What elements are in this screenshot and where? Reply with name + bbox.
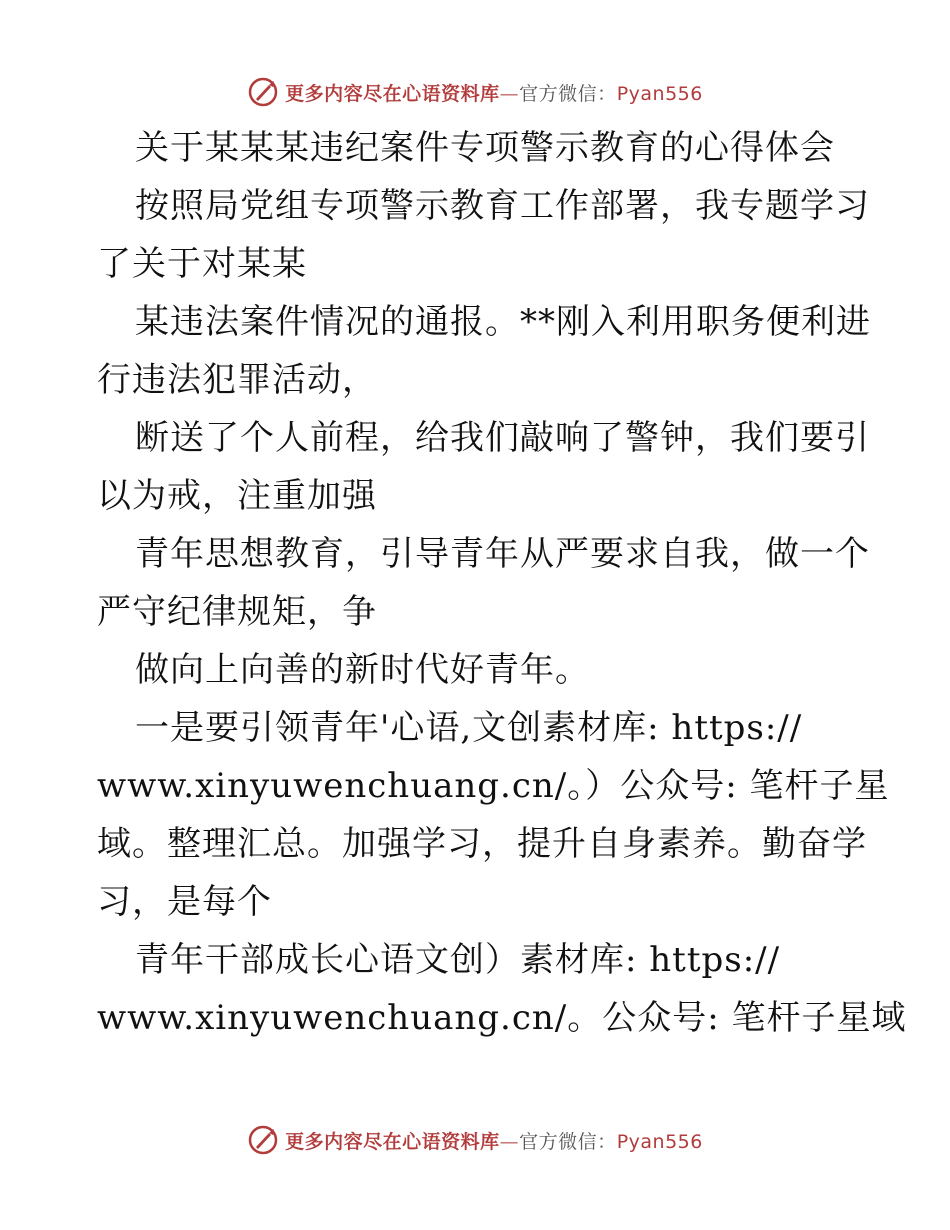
watermark-main-text: 更多内容尽在心语资料库 bbox=[285, 82, 500, 105]
quill-logo-icon bbox=[247, 1124, 279, 1156]
paragraph-line: 做向上向善的新时代好青年。 bbox=[135, 650, 590, 690]
paragraph-line: 行违法犯罪活动， bbox=[97, 360, 377, 400]
watermark-wechat-id: Pyan556 bbox=[616, 82, 703, 105]
watermark-header bbox=[0, 72, 950, 112]
document-title: 关于某某某违纪案件专项警示教育的心得体会 bbox=[135, 128, 835, 168]
paragraph-line: 习，是每个 bbox=[97, 882, 272, 922]
watermark-footer bbox=[0, 1120, 950, 1160]
paragraph-line: 断送了个人前程，给我们敲响了警钟，我们要引 bbox=[135, 418, 870, 458]
watermark-wechat-label: 官方微信： bbox=[519, 1130, 617, 1153]
watermark-wechat-label: 官方微信： bbox=[519, 82, 617, 105]
watermark-main-text: 更多内容尽在心语资料库 bbox=[285, 1130, 500, 1153]
watermark-dash: — bbox=[499, 1130, 520, 1153]
paragraph-line: 域。整理汇总。加强学习，提升自身素养。勤奋学 bbox=[97, 824, 867, 864]
paragraph-line: 青年干部成长心语文创）素材库: https:// bbox=[135, 940, 781, 980]
paragraph-line: 青年思想教育，引导青年从严要求自我，做一个 bbox=[135, 534, 870, 574]
watermark-dash: — bbox=[499, 82, 520, 105]
paragraph-line: 一是要引领青年'心语,文创素材库: https:// bbox=[135, 708, 803, 748]
paragraph-line: 按照局党组专项警示教育工作部署，我专题学习 bbox=[135, 186, 870, 226]
paragraph-line: www.xinyuwenchuang.cn/。公众号: 笔杆子星域 bbox=[97, 998, 907, 1038]
quill-logo-icon bbox=[247, 76, 279, 108]
paragraph-line: 以为戒，注重加强 bbox=[97, 476, 377, 516]
watermark-wechat-id: Pyan556 bbox=[616, 1130, 703, 1153]
paragraph-line: www.xinyuwenchuang.cn/。）公众号: 笔杆子星 bbox=[97, 766, 890, 806]
paragraph-line: 某违法案件情况的通报。**刚入利用职务便利进 bbox=[135, 302, 871, 342]
paragraph-line: 严守纪律规矩，争 bbox=[97, 592, 377, 632]
paragraph-line: 了关于对某某 bbox=[97, 244, 307, 284]
